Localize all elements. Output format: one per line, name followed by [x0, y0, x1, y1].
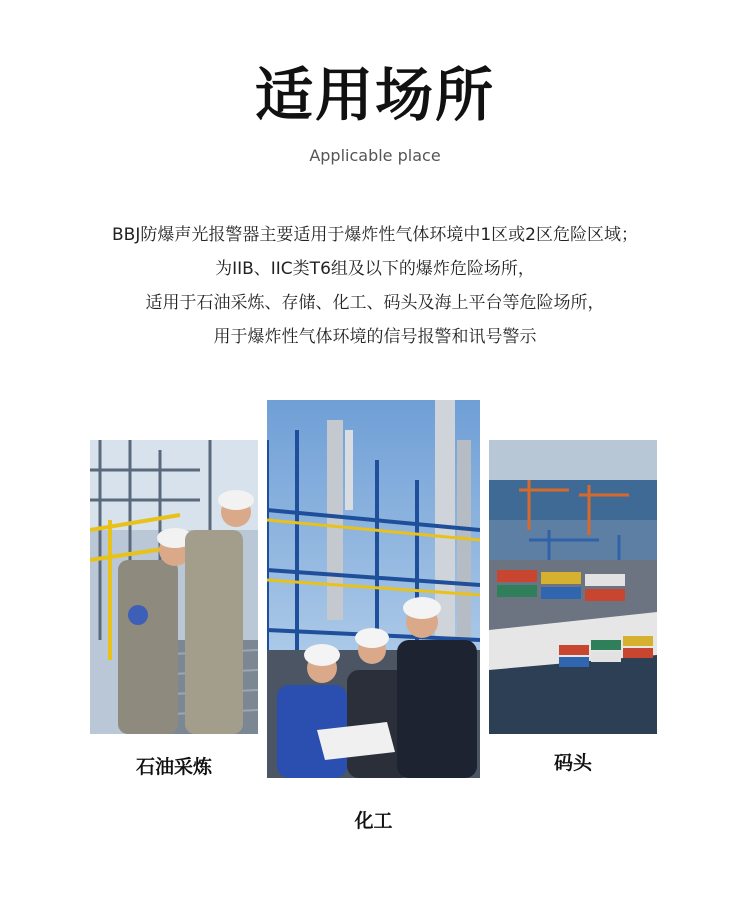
description-line: BBJ防爆声光报警器主要适用于爆炸性气体环境中1区或2区危险区域； — [112, 225, 638, 245]
caption-dock: 码头 — [553, 752, 592, 774]
caption-chemical: 化工 — [354, 810, 393, 832]
description-line: 为IIB、IIC类T6组及以下的爆炸危险场所， — [215, 259, 535, 279]
page-subtitle: Applicable place — [309, 146, 441, 165]
page-title: 适用场所 — [254, 61, 495, 129]
oil-refining-photo — [90, 440, 258, 734]
description-line: 适用于石油采炼、存储、化工、码头及海上平台等危险场所， — [145, 293, 605, 313]
dock-photo — [489, 440, 657, 734]
description-line: 用于爆炸性气体环境的信号报警和讯号警示 — [213, 327, 537, 347]
chemical-plant-photo — [267, 400, 480, 778]
caption-oil-refining: 石油采炼 — [135, 756, 212, 778]
description-block — [0, 218, 750, 354]
